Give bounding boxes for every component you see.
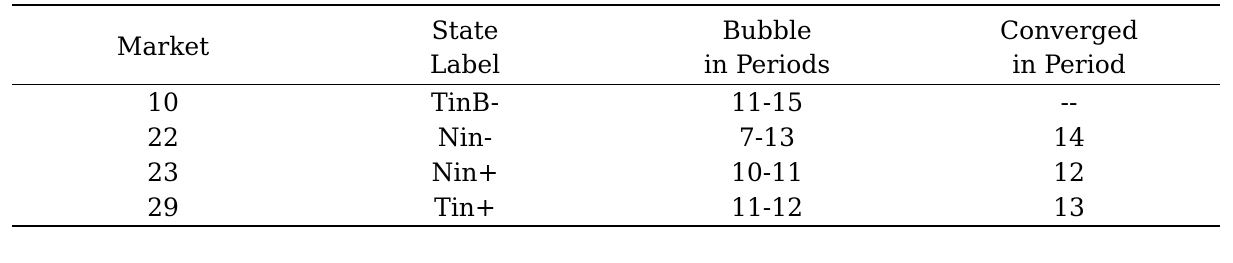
cell-converged-period: 13	[1053, 193, 1085, 222]
cell-state-label: TinB-	[430, 88, 500, 117]
header-bubble-line1: Bubble	[722, 16, 812, 45]
cell-state-label: Tin+	[434, 193, 496, 222]
cell-converged-period: --	[1060, 88, 1078, 117]
results-table-container	[12, 4, 1220, 227]
cell-bubble-periods: 10-11	[730, 158, 804, 187]
cell-converged-period: 14	[1053, 123, 1085, 152]
cell-bubble-periods: 7-13	[738, 123, 796, 152]
header-state-line1: State	[431, 16, 499, 45]
header-converged-line1: Converged	[1000, 16, 1138, 45]
table-row	[12, 155, 1220, 190]
results-table	[12, 4, 1220, 227]
header-converged-period	[918, 5, 1220, 85]
header-market-label: Market	[116, 32, 210, 61]
header-market	[12, 5, 314, 85]
header-state-line2: Label	[429, 50, 501, 79]
table-row	[12, 85, 1220, 121]
cell-state-label: Nin+	[431, 158, 499, 187]
cell-bubble-periods: 11-12	[730, 193, 804, 222]
cell-market: 22	[147, 123, 179, 152]
header-bubble-periods	[616, 5, 918, 85]
table-row	[12, 190, 1220, 226]
cell-market: 29	[147, 193, 179, 222]
cell-market: 23	[147, 158, 179, 187]
header-state-label	[314, 5, 616, 85]
cell-converged-period: 12	[1053, 158, 1085, 187]
table-row	[12, 120, 1220, 155]
table-header-row	[12, 5, 1220, 85]
cell-market: 10	[147, 88, 179, 117]
cell-bubble-periods: 11-15	[730, 88, 804, 117]
header-bubble-line2: in Periods	[703, 50, 831, 79]
cell-state-label: Nin-	[437, 123, 493, 152]
header-converged-line2: in Period	[1012, 50, 1126, 79]
